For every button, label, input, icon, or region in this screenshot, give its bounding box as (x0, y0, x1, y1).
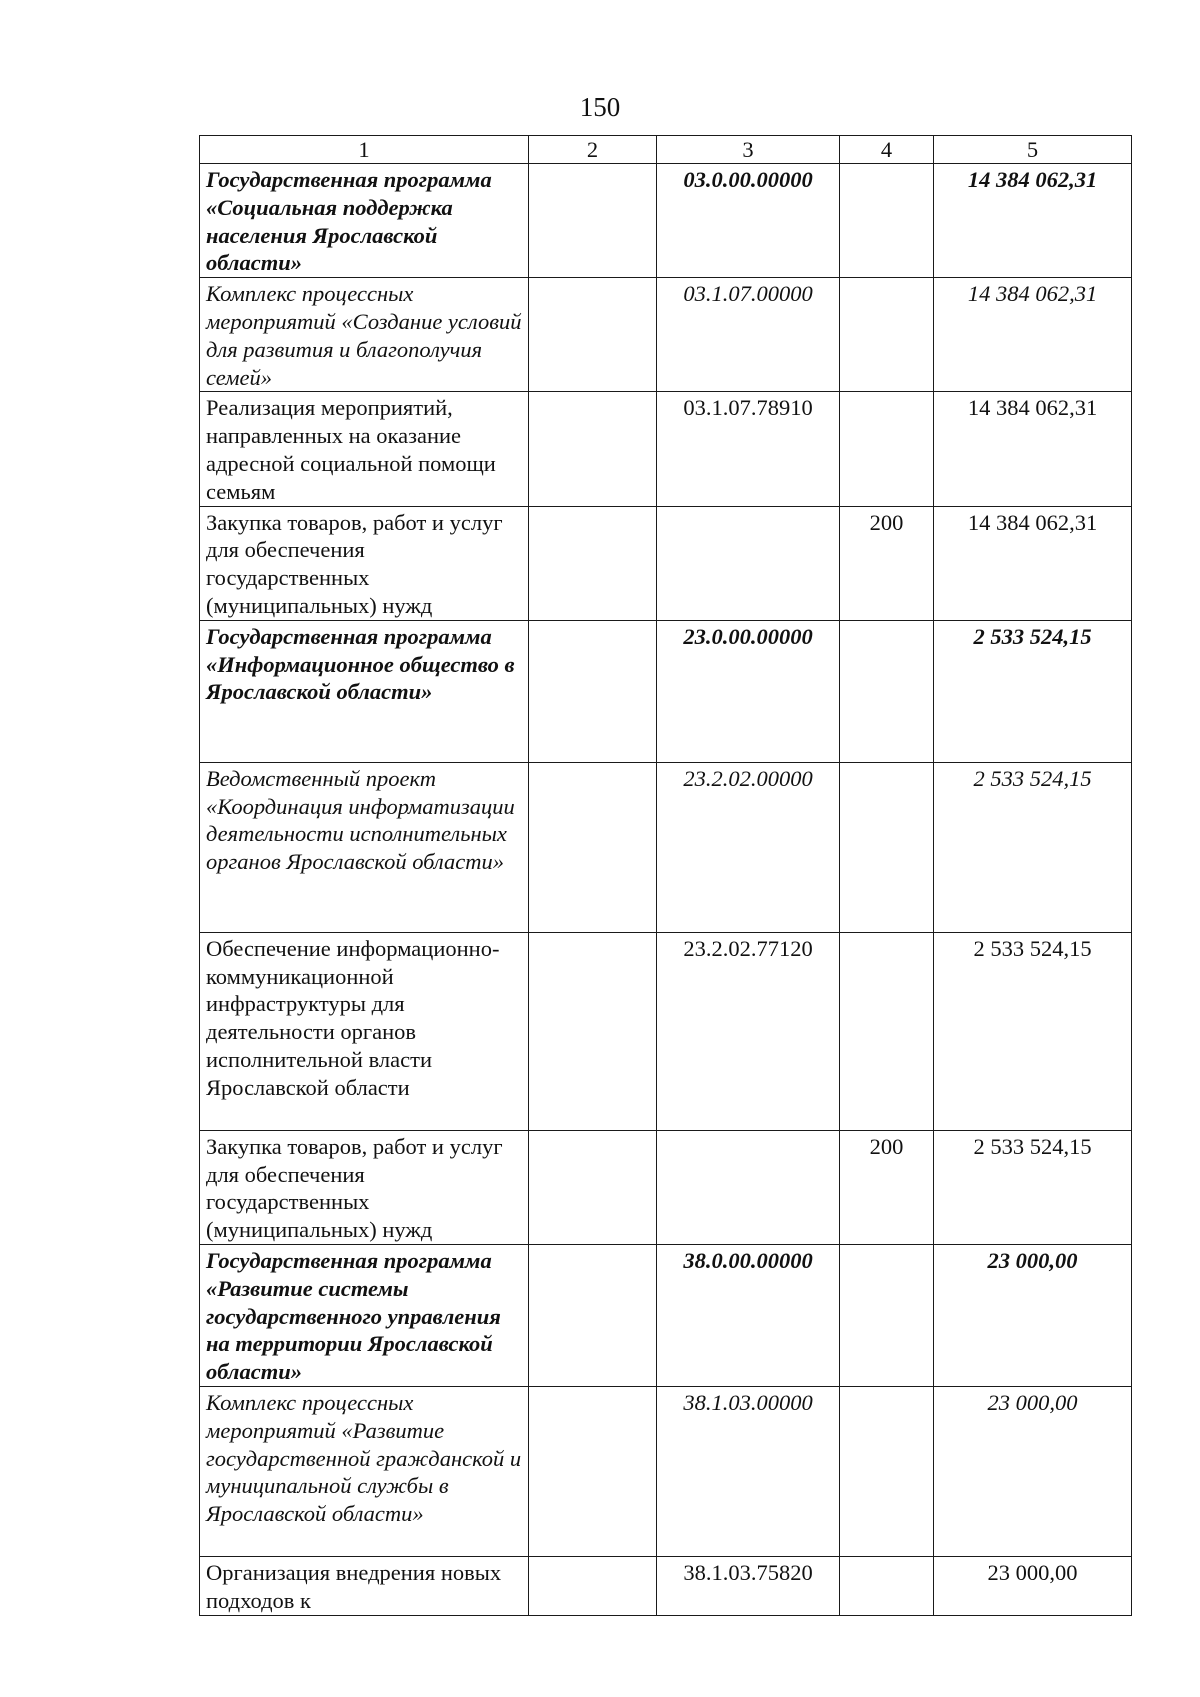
row-col2 (529, 1386, 657, 1556)
row-code: 38.1.03.00000 (657, 1386, 840, 1556)
row-col2 (529, 762, 657, 932)
row-amount: 2 533 524,15 (934, 620, 1132, 762)
row-code: 03.0.00.00000 (657, 164, 840, 278)
row-name: Государственная программа «Информационное общество в Ярославской области» (200, 620, 529, 762)
row-code: 23.2.02.00000 (657, 762, 840, 932)
row-vr (840, 1556, 934, 1615)
row-name: Закупка товаров, работ и услуг для обеспечения государственных (муниципальных) нужд (200, 506, 529, 620)
row-amount: 14 384 062,31 (934, 164, 1132, 278)
row-amount: 14 384 062,31 (934, 278, 1132, 392)
row-code (657, 506, 840, 620)
header-col-3: 3 (657, 136, 840, 164)
row-vr: 200 (840, 1130, 934, 1244)
row-col2 (529, 392, 657, 506)
row-vr (840, 278, 934, 392)
row-amount: 23 000,00 (934, 1386, 1132, 1556)
row-name: Ведомственный проект «Координация информатизации деятельности исполнительных органов Ярославской области» (200, 762, 529, 932)
row-vr (840, 762, 934, 932)
row-vr (840, 392, 934, 506)
row-name: Государственная программа «Развитие системы государственного управления на территории Ярославской области» (200, 1244, 529, 1386)
row-amount: 2 533 524,15 (934, 932, 1132, 1130)
header-col-5: 5 (934, 136, 1132, 164)
header-row (200, 136, 1132, 164)
table-row (200, 1386, 1132, 1556)
row-col2 (529, 1244, 657, 1386)
header-col-1: 1 (200, 136, 529, 164)
table-row (200, 1244, 1132, 1386)
row-amount: 14 384 062,31 (934, 392, 1132, 506)
row-amount: 2 533 524,15 (934, 762, 1132, 932)
row-col2 (529, 1130, 657, 1244)
table-row (200, 506, 1132, 620)
header-col-4: 4 (840, 136, 934, 164)
budget-table (199, 135, 1132, 1616)
table-row (200, 620, 1132, 762)
row-name: Комплекс процессных мероприятий «Развитие государственной гражданской и муниципальной службы в Ярославской области» (200, 1386, 529, 1556)
row-col2 (529, 164, 657, 278)
header-col-2: 2 (529, 136, 657, 164)
row-col2 (529, 506, 657, 620)
row-amount: 23 000,00 (934, 1244, 1132, 1386)
table-row (200, 1130, 1132, 1244)
row-name: Комплекс процессных мероприятий «Создание условий для развития и благополучия семей» (200, 278, 529, 392)
row-col2 (529, 1556, 657, 1615)
row-code (657, 1130, 840, 1244)
row-amount: 14 384 062,31 (934, 506, 1132, 620)
row-vr (840, 1244, 934, 1386)
row-vr: 200 (840, 506, 934, 620)
table-row (200, 164, 1132, 278)
table-row (200, 932, 1132, 1130)
row-amount: 23 000,00 (934, 1556, 1132, 1615)
row-code: 38.1.03.75820 (657, 1556, 840, 1615)
row-code: 23.2.02.77120 (657, 932, 840, 1130)
row-col2 (529, 278, 657, 392)
row-code: 38.0.00.00000 (657, 1244, 840, 1386)
row-name: Закупка товаров, работ и услуг для обеспечения государственных (муниципальных) нужд (200, 1130, 529, 1244)
row-vr (840, 932, 934, 1130)
row-name: Государственная программа «Социальная поддержка населения Ярославской области» (200, 164, 529, 278)
row-code: 23.0.00.00000 (657, 620, 840, 762)
page-number: 150 (579, 92, 621, 122)
row-vr (840, 164, 934, 278)
row-vr (840, 1386, 934, 1556)
row-col2 (529, 620, 657, 762)
table-row (200, 392, 1132, 506)
table-row (200, 278, 1132, 392)
row-vr (840, 620, 934, 762)
row-name: Обеспечение информационно-коммуникационной инфраструктуры для деятельности органов исполнительной власти Ярославской области (200, 932, 529, 1130)
row-col2 (529, 932, 657, 1130)
row-amount: 2 533 524,15 (934, 1130, 1132, 1244)
row-name: Организация внедрения новых подходов к (200, 1556, 529, 1615)
table-row (200, 1556, 1132, 1615)
row-name: Реализация мероприятий, направленных на оказание адресной социальной помощи семьям (200, 392, 529, 506)
row-code: 03.1.07.78910 (657, 392, 840, 506)
row-code: 03.1.07.00000 (657, 278, 840, 392)
table-row (200, 762, 1132, 932)
